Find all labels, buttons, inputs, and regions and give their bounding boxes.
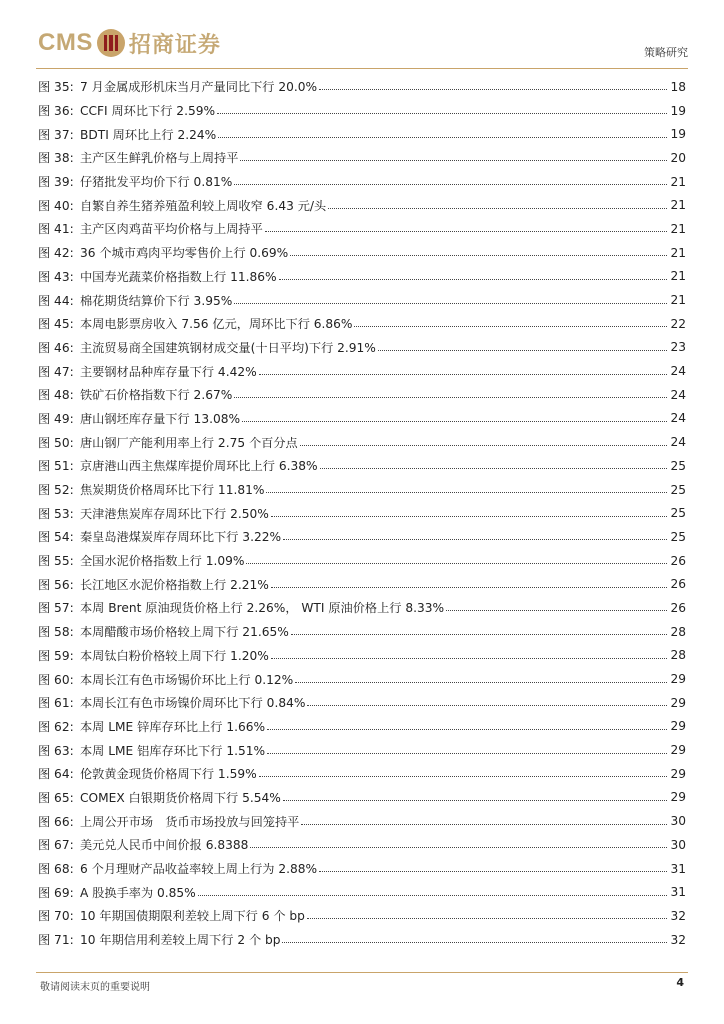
toc-entry[interactable] [38, 217, 686, 241]
figure-page-number: 22 [670, 316, 686, 331]
figure-number: 图 44: [38, 293, 74, 308]
dot-leader [234, 184, 667, 185]
figure-page-number: 21 [670, 198, 686, 213]
figure-number: 图 45: [38, 317, 74, 332]
dot-leader [242, 421, 667, 422]
figure-title: 主产区生鲜乳价格与上周持平 [80, 151, 239, 166]
figure-title: 伦敦黄金现货价格周下行 1.59% [80, 767, 257, 782]
page-header [38, 26, 688, 64]
figure-title: 本周 LME 铝库存环比下行 1.51% [80, 743, 266, 758]
dot-leader [246, 563, 667, 564]
dot-leader [378, 350, 667, 351]
dot-leader [300, 445, 667, 446]
figure-title: 中国寿光蔬菜价格指数上行 11.86% [80, 269, 277, 284]
figure-page-number: 26 [670, 600, 686, 615]
figure-title: 天津港焦炭库存周环比下行 2.50% [80, 506, 269, 521]
toc-entry[interactable] [38, 122, 686, 146]
figure-title: A 股换手率为 0.85% [80, 885, 196, 900]
figure-title: 本周长江有色市场锡价环比上行 0.12% [80, 672, 294, 687]
toc-entry[interactable] [38, 99, 686, 123]
dot-leader [307, 918, 667, 919]
dot-leader [217, 113, 667, 114]
figure-title: 棉花期货结算价下行 3.95% [80, 293, 233, 308]
figure-number: 图 55: [38, 554, 74, 569]
figure-page-number: 21 [670, 245, 686, 260]
figure-page-number: 30 [670, 814, 686, 829]
dot-leader [271, 516, 667, 517]
dot-leader [295, 682, 667, 683]
figure-page-number: 32 [670, 908, 686, 923]
toc-entry[interactable] [38, 667, 686, 691]
figure-page-number: 24 [670, 435, 686, 450]
figure-title: 铁矿石价格指数下行 2.67% [80, 388, 233, 403]
dot-leader [250, 847, 667, 848]
dot-leader [290, 255, 667, 256]
figure-number: 图 37: [38, 127, 74, 142]
toc-entry[interactable] [38, 786, 686, 810]
logo-text-en: CMS [38, 29, 93, 56]
dot-leader [240, 160, 667, 161]
figure-page-number: 24 [670, 364, 686, 379]
figure-title: BDTI 周环比上行 2.24% [80, 127, 217, 142]
figure-page-number: 32 [670, 932, 686, 947]
figure-page-number: 29 [670, 790, 686, 805]
dot-leader [267, 729, 667, 730]
figure-title: 上周公开市场 货币市场投放与回笼持平 [80, 814, 300, 829]
figure-title: 仔猪批发平均价下行 0.81% [80, 175, 233, 190]
figure-title: 本周 LME 锌库存环比上行 1.66% [80, 719, 266, 734]
figure-page-number: 19 [670, 103, 686, 118]
toc-entry[interactable] [38, 715, 686, 739]
figure-number: 图 38: [38, 151, 74, 166]
dot-leader [218, 137, 667, 138]
figure-page-number: 25 [670, 482, 686, 497]
figure-number: 图 54: [38, 530, 74, 545]
toc-entry[interactable] [38, 596, 686, 620]
dot-leader [279, 279, 667, 280]
figure-number: 图 62: [38, 719, 74, 734]
dot-leader [354, 326, 667, 327]
toc-entry[interactable] [38, 75, 686, 99]
toc-entry[interactable] [38, 454, 686, 478]
toc-entry[interactable] [38, 644, 686, 668]
dot-leader [320, 468, 667, 469]
dot-leader [266, 492, 667, 493]
figure-page-number: 29 [670, 766, 686, 781]
figure-number: 图 35: [38, 80, 74, 95]
figure-number: 图 51: [38, 459, 74, 474]
dot-leader [291, 634, 667, 635]
dot-leader [259, 374, 667, 375]
figure-page-number: 21 [670, 174, 686, 189]
figure-number: 图 71: [38, 933, 74, 948]
figure-title: 长江地区水泥价格指数上行 2.21% [80, 577, 269, 592]
dot-leader [234, 397, 667, 398]
toc-entry[interactable] [38, 809, 686, 833]
figure-title: COMEX 白银期货价格周下行 5.54% [80, 790, 281, 805]
figure-page-number: 31 [670, 861, 686, 876]
figure-title: 本周长江有色市场镍价周环比下行 0.84% [80, 696, 306, 711]
figure-page-number: 21 [670, 293, 686, 308]
dot-leader [307, 705, 667, 706]
figure-number: 图 61: [38, 696, 74, 711]
header-divider [36, 68, 688, 69]
figure-number: 图 49: [38, 411, 74, 426]
figure-title: 唐山钢厂产能利用率上行 2.75 个百分点 [80, 435, 298, 450]
figure-page-number: 28 [670, 648, 686, 663]
toc-entry[interactable] [38, 170, 686, 194]
figure-page-number: 29 [670, 695, 686, 710]
dot-leader [267, 753, 667, 754]
toc-entry[interactable] [38, 572, 686, 596]
figure-number: 图 59: [38, 648, 74, 663]
figure-number: 图 53: [38, 506, 74, 521]
dot-leader [265, 231, 667, 232]
dot-leader [259, 776, 667, 777]
figure-number: 图 52: [38, 483, 74, 498]
figure-title: 本周 Brent 原油现货价格上行 2.26%， WTI 原油价格上行 8.33% [80, 601, 445, 616]
figure-title: 主流贸易商全国建筑钢材成交量(十日平均)下行 2.91% [80, 340, 376, 355]
toc-entry[interactable] [38, 430, 686, 454]
toc-entry[interactable] [38, 501, 686, 525]
figure-number: 图 46: [38, 340, 74, 355]
dot-leader [446, 610, 667, 611]
figure-page-number: 25 [670, 529, 686, 544]
figure-number: 图 58: [38, 625, 74, 640]
footer-disclaimer: 敬请阅读末页的重要说明 [40, 982, 150, 993]
toc-entry[interactable] [38, 407, 686, 431]
toc-entry[interactable] [38, 478, 686, 502]
toc-entry[interactable] [38, 857, 686, 881]
figure-title: 全国水泥价格指数上行 1.09% [80, 554, 245, 569]
figure-number: 图 67: [38, 838, 74, 853]
dot-leader [301, 824, 667, 825]
figure-page-number: 28 [670, 624, 686, 639]
figure-page-number: 25 [670, 506, 686, 521]
toc-entry[interactable] [38, 904, 686, 928]
toc-entry[interactable] [38, 336, 686, 360]
figure-number: 图 66: [38, 814, 74, 829]
dot-leader [282, 942, 667, 943]
figure-title: 6 个月理财产品收益率较上周上行为 2.88% [80, 862, 318, 877]
figure-title: 自繁自养生猪养殖盈利较上周收窄 6.43 元/头 [80, 198, 327, 213]
dot-leader [234, 303, 667, 304]
figure-page-number: 29 [670, 719, 686, 734]
dot-leader [271, 587, 667, 588]
figure-number: 图 57: [38, 601, 74, 616]
figure-title: 秦皇岛港煤炭库存周环比下行 3.22% [80, 530, 282, 545]
figure-title: 京唐港山西主焦煤库提价周环比上行 6.38% [80, 459, 318, 474]
figure-title: 主要钢材品种库存量下行 4.42% [80, 364, 257, 379]
figure-number: 图 39: [38, 175, 74, 190]
figure-title: 主产区肉鸡苗平均价格与上周持平 [80, 222, 263, 237]
toc-entry[interactable] [38, 880, 686, 904]
figure-title: 10 年期信用利差较上周下行 2 个 bp [80, 933, 281, 948]
figure-number: 图 69: [38, 885, 74, 900]
figure-number: 图 48: [38, 388, 74, 403]
company-logo [38, 26, 221, 60]
figure-page-number: 26 [670, 577, 686, 592]
toc-entry[interactable] [38, 691, 686, 715]
figure-title: 焦炭期货价格周环比下行 11.81% [80, 483, 265, 498]
dot-leader [198, 895, 667, 896]
figure-page-number: 24 [670, 387, 686, 402]
figure-page-number: 19 [670, 127, 686, 142]
dot-leader [283, 800, 667, 801]
figure-page-number: 20 [670, 150, 686, 165]
figure-title: 本周电影票房收入 7.56 亿元，周环比下行 6.86% [80, 317, 353, 332]
toc-entry[interactable] [38, 193, 686, 217]
figure-title: 美元兑人民币中间价报 6.8388 [80, 838, 249, 853]
figure-number: 图 40: [38, 198, 74, 213]
figure-number: 图 60: [38, 672, 74, 687]
figure-number: 图 42: [38, 246, 74, 261]
toc-entry[interactable] [38, 549, 686, 573]
figure-number: 图 41: [38, 222, 74, 237]
figure-page-number: 30 [670, 837, 686, 852]
toc-entry[interactable] [38, 928, 686, 952]
figure-page-number: 26 [670, 553, 686, 568]
figure-number: 图 50: [38, 435, 74, 450]
figure-number: 图 47: [38, 364, 74, 379]
dot-leader [319, 871, 667, 872]
toc-entry[interactable] [38, 833, 686, 857]
figure-page-number: 21 [670, 269, 686, 284]
dot-leader [328, 208, 667, 209]
figure-number: 图 43: [38, 269, 74, 284]
footer-divider [36, 972, 688, 973]
figure-page-number: 29 [670, 672, 686, 687]
figure-page-number: 24 [670, 411, 686, 426]
toc-entry[interactable] [38, 241, 686, 265]
toc-entry[interactable] [38, 288, 686, 312]
toc-entry[interactable] [38, 762, 686, 786]
figure-title: 10 年期国债期限利差较上周下行 6 个 bp [80, 909, 305, 924]
figure-page-number: 18 [670, 79, 686, 94]
toc-entry[interactable] [38, 525, 686, 549]
toc-entry[interactable] [38, 620, 686, 644]
figure-title: 本周钛白粉价格较上周下行 1.20% [80, 648, 269, 663]
toc-entry[interactable] [38, 265, 686, 289]
toc-entry[interactable] [38, 383, 686, 407]
section-label: 策略研究 [644, 46, 688, 59]
dot-leader [271, 658, 667, 659]
logo-emblem-icon [97, 29, 125, 57]
figure-title: 7 月金属成形机床当月产量同比下行 20.0% [80, 80, 318, 95]
toc-entry[interactable] [38, 359, 686, 383]
figure-number: 图 64: [38, 767, 74, 782]
figure-number: 图 65: [38, 790, 74, 805]
figure-number: 图 63: [38, 743, 74, 758]
figure-title: CCFI 周环比下行 2.59% [80, 104, 216, 119]
figure-page-number: 25 [670, 458, 686, 473]
figure-list [38, 75, 686, 951]
toc-entry[interactable] [38, 738, 686, 762]
figure-title: 唐山钢坯库存量下行 13.08% [80, 411, 241, 426]
figure-page-number: 31 [670, 885, 686, 900]
figure-title: 本周醋酸市场价格较上周下行 21.65% [80, 625, 289, 640]
page-number: 4 [676, 976, 684, 989]
figure-number: 图 56: [38, 577, 74, 592]
figure-number: 图 68: [38, 862, 74, 877]
logo-text-cn: 招商证券 [128, 32, 221, 58]
dot-leader [283, 539, 667, 540]
toc-entry[interactable] [38, 312, 686, 336]
figure-number: 图 36: [38, 104, 74, 119]
figure-page-number: 29 [670, 743, 686, 758]
toc-entry[interactable] [38, 146, 686, 170]
figure-title: 36 个城市鸡肉平均零售价上行 0.69% [80, 246, 289, 261]
figure-number: 图 70: [38, 909, 74, 924]
figure-page-number: 21 [670, 221, 686, 236]
dot-leader [319, 89, 667, 90]
figure-page-number: 23 [670, 340, 686, 355]
